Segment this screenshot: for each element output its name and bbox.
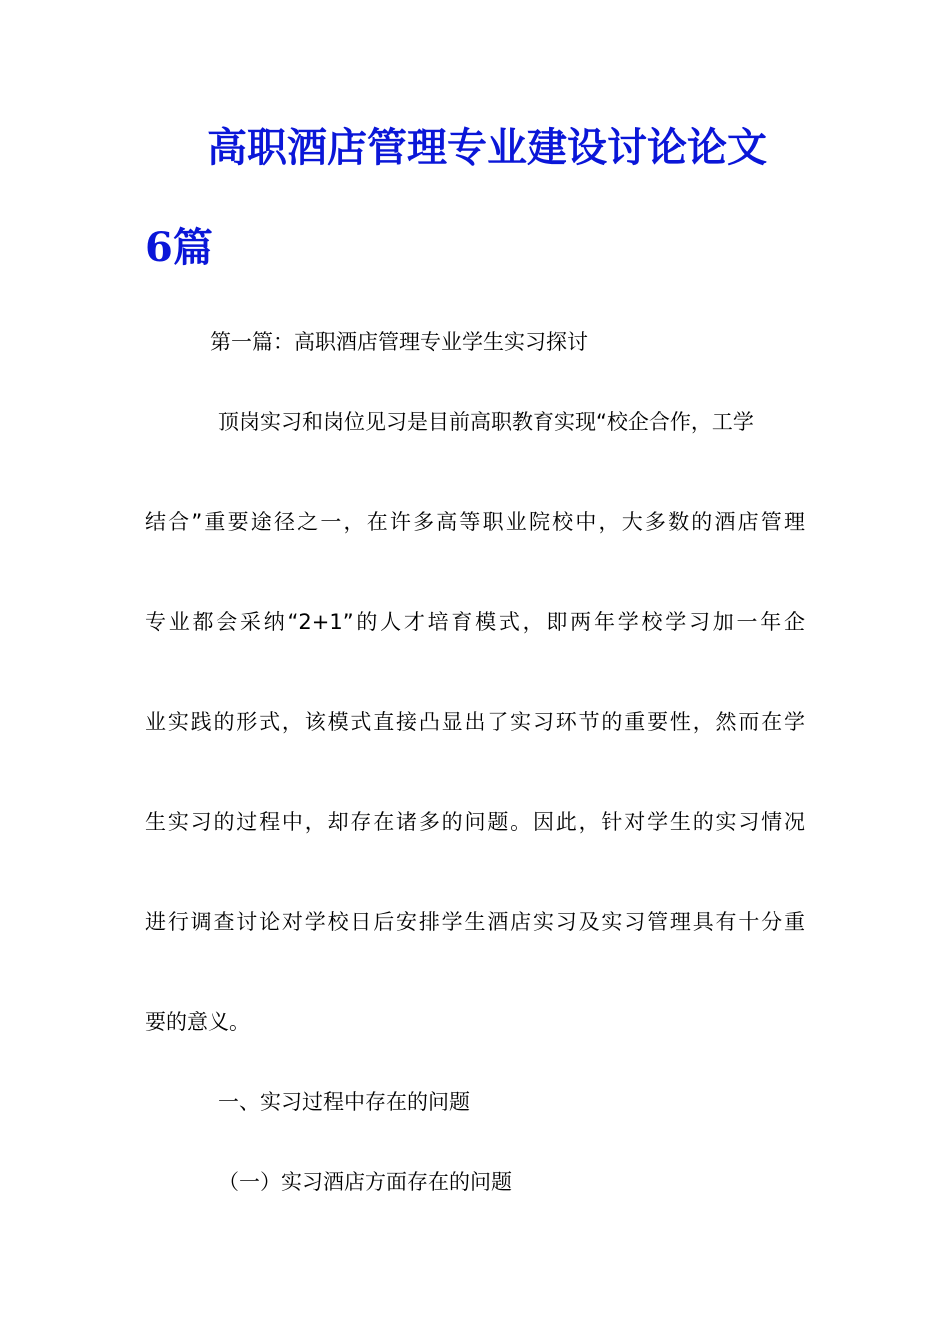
subheading-hotel-problems: （一）实习酒店方面存在的问题 xyxy=(218,1170,512,1194)
document-title-line-2: 6篇 xyxy=(145,224,213,271)
subheading-problems: 一、实习过程中存在的问题 xyxy=(218,1090,470,1114)
section-heading: 第一篇：高职酒店管理专业学生实习探讨 xyxy=(210,330,588,354)
paragraph-line-6: 进行调查讨论对学校日后安排学生酒店实习及实习管理具有十分重 xyxy=(145,910,805,934)
document-title-line-1: 高职酒店管理专业建设讨论论文 xyxy=(207,124,767,171)
paragraph-line-5: 生实习的过程中，却存在诸多的问题。因此，针对学生的实习情况 xyxy=(145,810,805,834)
paragraph-line-7: 要的意义。 xyxy=(145,1010,250,1034)
paragraph-line-4: 业实践的形式，该模式直接凸显出了实习环节的重要性，然而在学 xyxy=(145,710,805,734)
paragraph-line-3: 专业都会采纳“2+1”的人才培育模式，即两年学校学习加一年企 xyxy=(145,610,805,634)
paragraph-line-1: 顶岗实习和岗位见习是目前高职教育实现“校企合作，工学 xyxy=(218,410,754,434)
paragraph-line-2: 结合”重要途径之一，在许多高等职业院校中，大多数的酒店管理 xyxy=(145,510,805,534)
